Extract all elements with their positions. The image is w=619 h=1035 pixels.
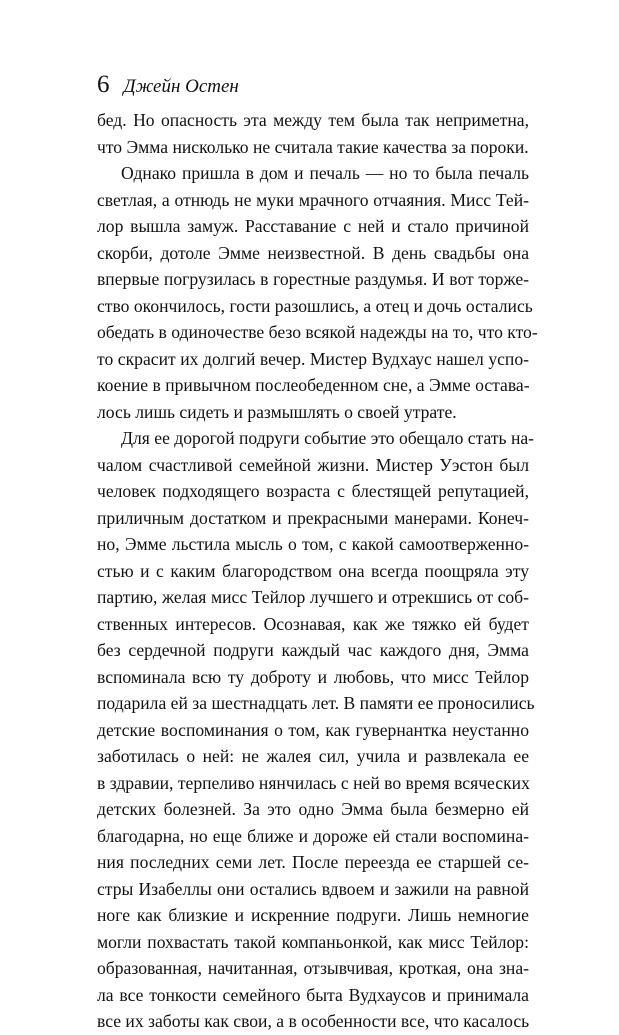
page-header	[97, 68, 527, 102]
text-line: бед. Но опасность эта между тем была так неприметна,	[97, 110, 529, 130]
text-line: но, Эмме льстила мысль о том, с какой самоотверженно-	[97, 534, 529, 554]
text-line: благодарна, но еще ближе и дороже ей стали воспомина-	[97, 825, 529, 846]
text-line: подарила ей за шестнадцать лет. В памяти ее проносились	[97, 693, 535, 713]
text-line: Однако пришла в дом и печаль — но то была печаль	[121, 163, 529, 183]
text-line: ния последних семи лет. После переезда ее старшей се-	[97, 852, 529, 872]
text-line: ноге как близкие и искренние подруги. Лишь немногие	[97, 905, 529, 925]
text-line: вспоминала всю ту доброту и любовь, что мисс Тейлор	[97, 666, 529, 687]
text-line: скорби, дотоле Эмме неизвестной. В день свадьбы она	[97, 242, 529, 263]
text-line: лось лишь сидеть и размышлять о своей утрате.	[97, 401, 457, 422]
text-line: коение в привычном послеобеденном сне, а Эмме остава-	[97, 375, 530, 395]
text-line: ла все тонкости семейного быта Вудхаусов и принимала	[97, 984, 529, 1005]
text-line: что Эмма нисколько не считала такие качества за пороки.	[97, 136, 529, 157]
text-line: лор вышла замуж. Расставание с ней и стало причиной	[97, 216, 529, 236]
text-line: приличным достатком и прекрасными манерами. Конеч-	[97, 507, 529, 528]
text-line: обедать в одиночестве безо всякой надежды на то, что кто-	[97, 322, 538, 342]
text-line: стью и с каким благородством она всегда поощряла эту	[97, 560, 529, 581]
text-line: Для ее дорогой подруги событие это обещало стать на-	[121, 428, 535, 448]
text-line: без сердечной подруги каждый час каждого дня, Эмма	[97, 640, 529, 660]
text-line: чалом счастливой семейной жизни. Мистер Уэстон был	[97, 454, 529, 475]
text-line: партию, желая мисс Тейлор лучшего и отрекшись от соб-	[97, 587, 529, 607]
text-line: ство окончилось, гости разошлись, а отец и дочь остались	[97, 295, 533, 316]
text-line: все их заботы как свои, а в особенности все, что касалось	[97, 1011, 530, 1031]
page-number: 6	[97, 71, 110, 98]
running-title: Джейн Остен	[123, 76, 239, 97]
body-text	[97, 107, 538, 1035]
text-line: светлая, а отнюдь не муки мрачного отчаяния. Мисс Тей-	[97, 189, 529, 210]
text-line: детских болезней. За это одно Эмма была безмерно ей	[97, 799, 529, 819]
text-line: образованная, начитанная, отзывчивая, кроткая, она зна-	[97, 958, 529, 978]
text-line: могли похвастать такой компаньонкой, как мисс Тейлор:	[97, 931, 529, 952]
text-line: в здравии, терпеливо нянчилась с ней во время всяческих	[97, 772, 530, 793]
text-line: ственных интересов. Осознавая, как же тяжко ей будет	[97, 613, 529, 634]
text-line: заботилась о ней: не жалея сил, учила и развлекала ее	[97, 746, 529, 766]
text-line: стры Изабеллы они остались вдвоем и зажили на равной	[97, 878, 529, 899]
text-line: детские воспоминания о том, как гувернантка неустанно	[97, 719, 529, 740]
text-line: впервые погрузилась в горестные раздумья. И вот торже-	[97, 269, 529, 289]
text-line: то скрасит их долгий вечер. Мистер Вудхаус нашел успо-	[97, 348, 529, 369]
text-line: человек подходящего возраста с блестящей репутацией,	[97, 481, 529, 501]
